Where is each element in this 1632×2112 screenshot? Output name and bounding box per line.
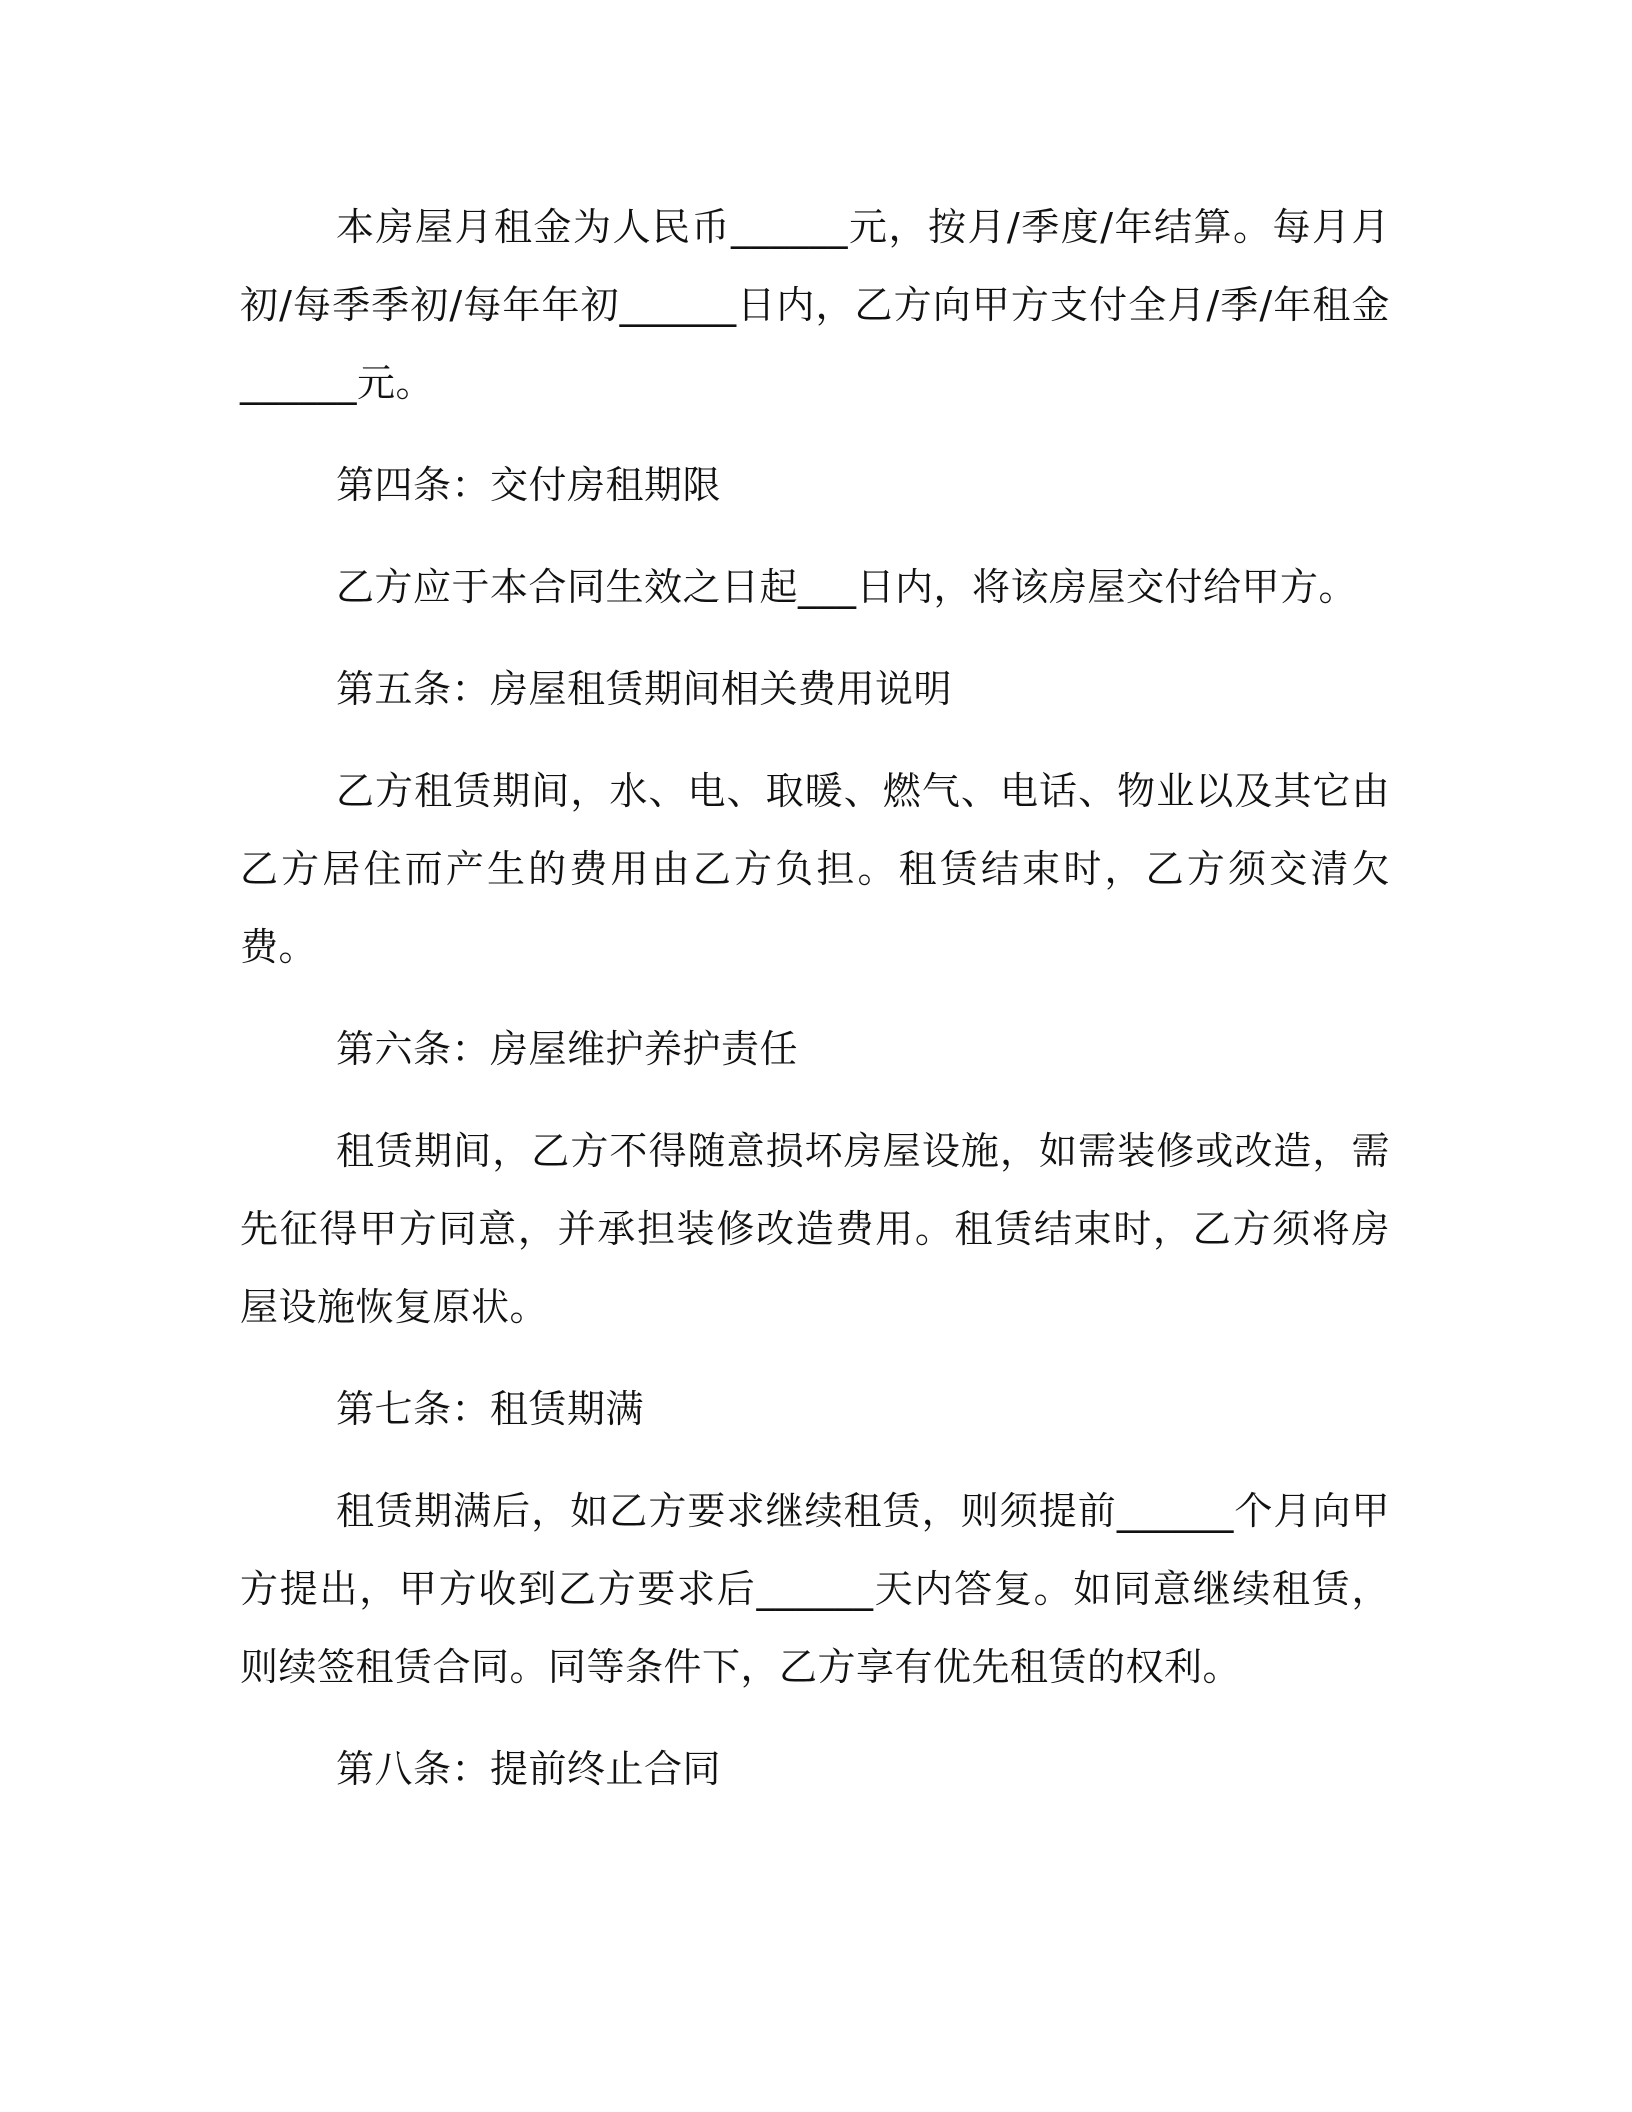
article-4-heading: 第四条：交付房租期限 xyxy=(336,463,722,507)
spacer xyxy=(240,728,1390,752)
spacer xyxy=(240,1448,1390,1472)
article-5-heading: 第五条：房屋租赁期间相关费用说明 xyxy=(336,667,953,711)
article-6-heading: 第六条：房屋维护养护责任 xyxy=(336,1027,799,1071)
article-8-heading: 第八条：提前终止合同 xyxy=(336,1747,722,1791)
spacer xyxy=(240,986,1390,1010)
article-7-heading: 第七条：租赁期满 xyxy=(336,1387,645,1431)
article-5-text: 乙方租赁期间，水、电、取暖、燃气、电话、物业以及其它由乙方居住而产生的费用由乙方负担。租赁结束时，乙方须交清欠费。 xyxy=(240,769,1390,969)
article-7-text: 租赁期满后，如乙方要求继续租赁，则须提前______个月向甲方提出，甲方收到乙方要求后______天内答复。如同意继续租赁，则续签租赁合同。同等条件下，乙方享有优先租赁的权利。 xyxy=(240,1489,1390,1689)
spacer xyxy=(240,1088,1390,1112)
spacer xyxy=(240,422,1390,446)
document-body xyxy=(240,188,1390,1808)
article-4-text: 乙方应于本合同生效之日起___日内，将该房屋交付给甲方。 xyxy=(336,565,1358,609)
spacer xyxy=(240,1346,1390,1370)
spacer xyxy=(240,626,1390,650)
spacer xyxy=(240,1706,1390,1730)
rent-payment-paragraph: 本房屋月租金为人民币______元，按月/季度/年结算。每月月初/每季季初/每年年初______日内，乙方向甲方支付全月/季/年租金______元。 xyxy=(240,205,1390,405)
spacer xyxy=(240,524,1390,548)
article-6-text: 租赁期间，乙方不得随意损坏房屋设施，如需装修或改造，需先征得甲方同意，并承担装修改造费用。租赁结束时，乙方须将房屋设施恢复原状。 xyxy=(240,1129,1390,1329)
